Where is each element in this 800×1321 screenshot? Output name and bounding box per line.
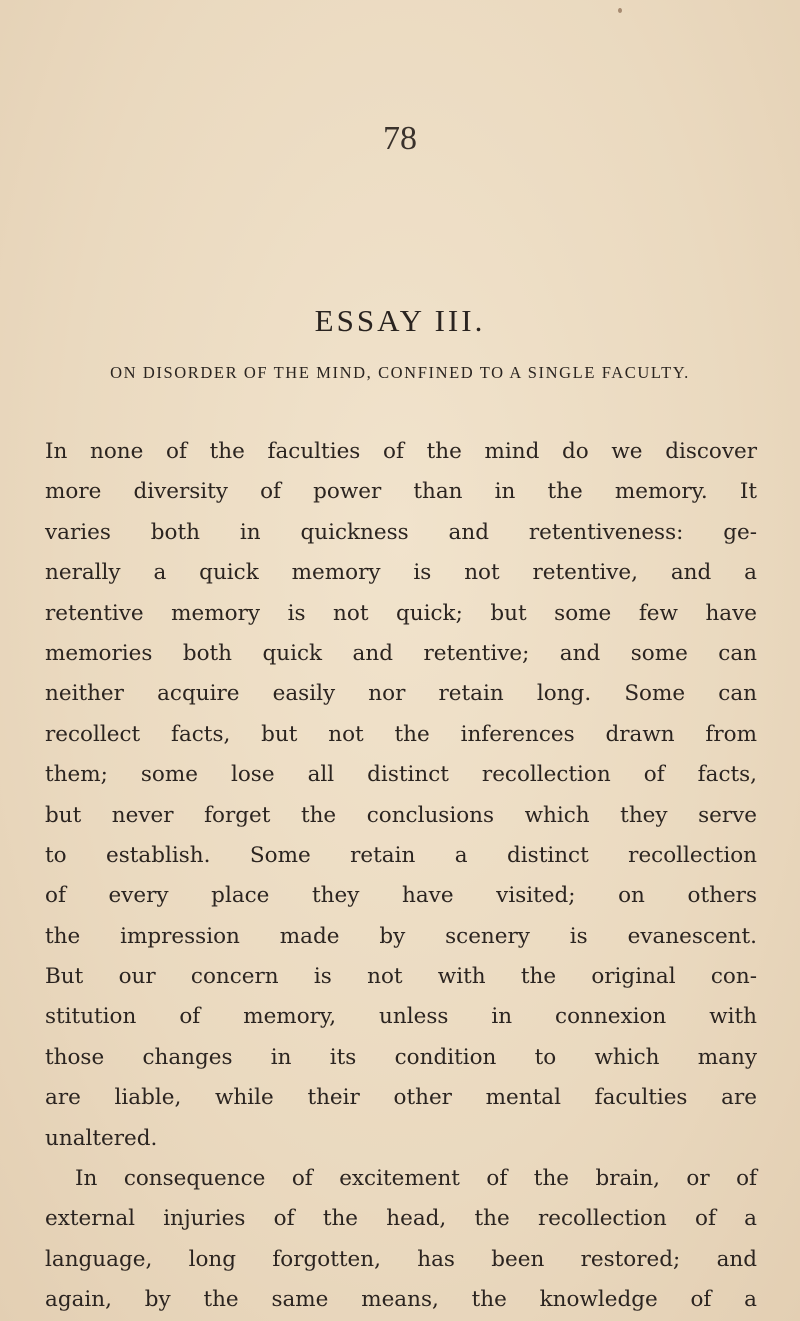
text-line: memories both quick and retentive; and some can bbox=[45, 640, 757, 666]
page-number: 78 bbox=[383, 120, 417, 157]
text-line: In consequence of excitement of the brain, or of bbox=[75, 1166, 757, 1192]
text-line: But our concern is not with the original con- bbox=[45, 964, 757, 990]
text-line: the impression made by scenery is evanescent. bbox=[45, 923, 757, 949]
text-line: retentive memory is not quick; but some few have bbox=[45, 600, 757, 626]
text-line: stitution of memory, unless in connexion with bbox=[45, 1004, 757, 1030]
text-line: varies both in quickness and retentiveness: ge- bbox=[45, 519, 757, 545]
text-line: language, long forgotten, has been restored; and bbox=[45, 1246, 757, 1272]
text-line: unaltered. bbox=[45, 1125, 158, 1151]
essay-title: ESSAY III. bbox=[314, 303, 486, 338]
text-line: of every place they have visited; on others bbox=[45, 883, 757, 909]
text-line: them; some lose all distinct recollection of facts, bbox=[45, 762, 757, 788]
text-line: nerally a quick memory is not retentive, and a bbox=[45, 560, 757, 586]
text-line: again, by the same means, the knowledge of a bbox=[45, 1287, 757, 1313]
text-line: are liable, while their other mental faculties are bbox=[45, 1085, 757, 1111]
text-line: more diversity of power than in the memory. It bbox=[45, 479, 757, 505]
text-line: external injuries of the head, the recollection of a bbox=[45, 1206, 757, 1232]
text-line: to establish. Some retain a distinct recollection bbox=[45, 842, 757, 868]
text-line: In none of the faculties of the mind do we discover bbox=[45, 439, 757, 464]
text-line: but never forget the conclusions which they serve bbox=[45, 802, 757, 828]
ink-speck bbox=[618, 8, 622, 13]
body-text bbox=[45, 432, 757, 1321]
text-line: those changes in its condition to which many bbox=[45, 1044, 757, 1070]
text-line: neither acquire easily nor retain long. Some can bbox=[45, 681, 757, 707]
essay-subtitle: ON DISORDER OF THE MIND, CONFINED TO A SINGLE FACULTY. bbox=[110, 363, 690, 382]
text-line: recollect facts, but not the inferences drawn from bbox=[45, 721, 757, 747]
